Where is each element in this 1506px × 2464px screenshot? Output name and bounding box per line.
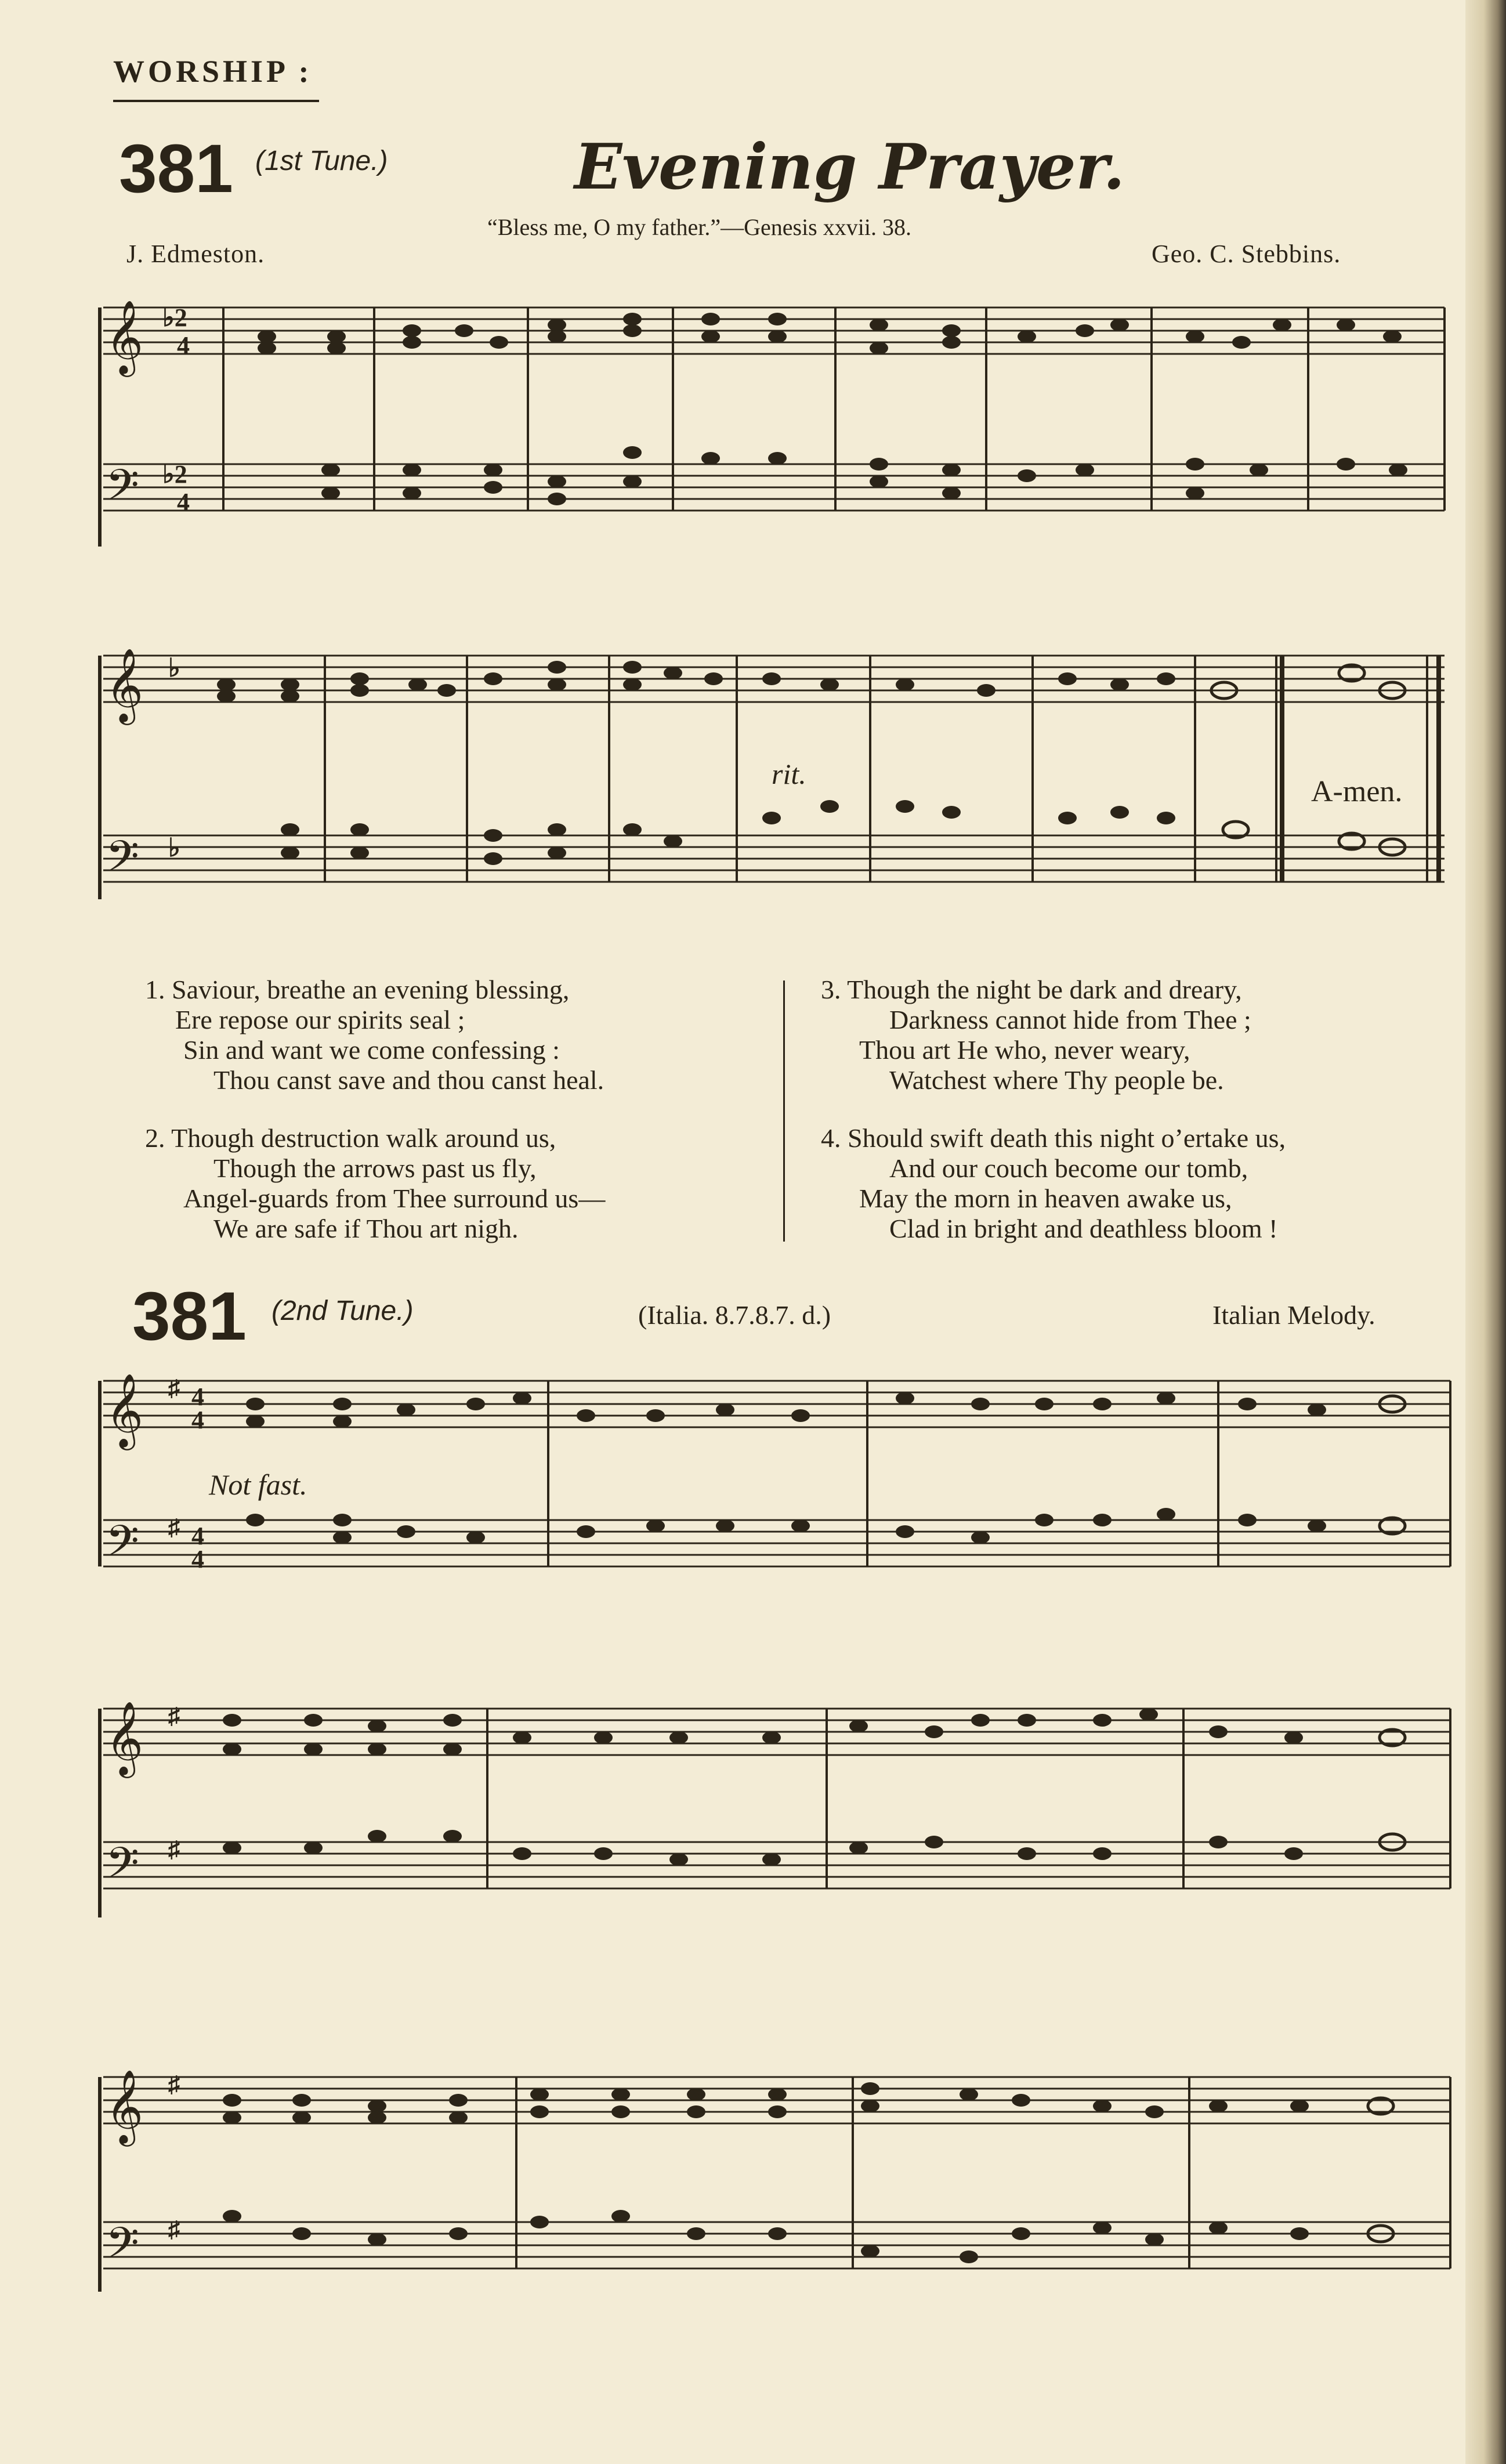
- section-heading: WORSHIP :: [113, 54, 313, 89]
- svg-text:♭: ♭: [168, 654, 180, 682]
- svg-text:𝄞: 𝄞: [106, 647, 144, 722]
- epigraph: “Bless me, O my father.”—Genesis xxvii. 38.: [487, 214, 911, 240]
- verse-3: [821, 975, 1286, 1095]
- svg-text:𝄞: 𝄞: [106, 2069, 144, 2143]
- svg-text:♯: ♯: [168, 1375, 180, 1401]
- verse-line: Angel-guards from Thee surround us—: [183, 1184, 606, 1213]
- verse-line: Though the arrows past us fly,: [213, 1153, 537, 1183]
- verses-right-column: [821, 975, 1286, 1244]
- verse-line: Watchest where Thy people be.: [889, 1065, 1224, 1095]
- music-system-4: [0, 1697, 1485, 1975]
- hymn-number-first: 381: [119, 131, 233, 207]
- svg-text:4: 4: [177, 488, 190, 516]
- music-system-3: [0, 1369, 1485, 1659]
- tune-label-second: (2nd Tune.): [271, 1296, 414, 1326]
- verse-line: Darkness cannot hide from Thee ;: [889, 1005, 1251, 1034]
- svg-text:𝄢: 𝄢: [106, 1516, 139, 1577]
- verse-line: We are safe if Thou art nigh.: [213, 1214, 519, 1243]
- svg-text:♯: ♯: [168, 2071, 180, 2097]
- svg-text:𝄢: 𝄢: [106, 2218, 139, 2279]
- verse-line: 3. Though the night be dark and dreary,: [821, 975, 1242, 1004]
- tune-meter: (Italia. 8.7.8.7. d.): [638, 1300, 831, 1330]
- hymn-title: Evening Prayer.: [574, 131, 1125, 204]
- verse-column-divider: [783, 980, 785, 1242]
- verse-line: Thou canst save and thou canst heal.: [213, 1065, 604, 1095]
- amen-text: A-men.: [1311, 775, 1403, 808]
- verse-line: Sin and want we come confessing :: [183, 1035, 560, 1065]
- music-system-5: [0, 2065, 1485, 2338]
- words-credit: J. Edmeston.: [126, 240, 265, 268]
- svg-text:♯: ♯: [168, 1703, 180, 1729]
- verse-line: 1. Saviour, breathe an evening blessing,: [145, 975, 570, 1004]
- music-system-2: [0, 644, 1485, 946]
- svg-text:♯: ♯: [168, 1514, 180, 1540]
- music-system-1: [0, 296, 1485, 586]
- svg-text:𝄢: 𝄢: [106, 831, 139, 892]
- verse-line: Clad in bright and deathless bloom !: [889, 1214, 1278, 1243]
- hymn-number-second: 381: [132, 1278, 247, 1355]
- verse-2: [145, 1123, 605, 1244]
- svg-text:4: 4: [191, 1545, 204, 1573]
- verses-left-column: [145, 975, 605, 1244]
- verse-1: [145, 975, 605, 1095]
- tempo-direction: Not fast.: [209, 1468, 307, 1501]
- verse-4: [821, 1123, 1286, 1244]
- svg-text:𝄞: 𝄞: [106, 1373, 144, 1447]
- tune-source: Italian Melody.: [1212, 1300, 1375, 1330]
- music-credit: Geo. C. Stebbins.: [1152, 240, 1341, 268]
- svg-text:𝄞: 𝄞: [106, 1700, 144, 1775]
- svg-text:4: 4: [177, 331, 190, 360]
- svg-text:♭2: ♭2: [162, 303, 187, 332]
- verse-line: Thou art He who, never weary,: [859, 1035, 1190, 1065]
- svg-text:𝄞: 𝄞: [106, 299, 144, 374]
- svg-text:♭: ♭: [168, 834, 180, 862]
- svg-text:♯: ♯: [168, 1836, 180, 1862]
- rit-direction: rit.: [772, 758, 806, 790]
- verse-line: Ere repose our spirits seal ;: [175, 1005, 465, 1034]
- svg-text:4: 4: [191, 1522, 204, 1550]
- verse-line: 2. Though destruction walk around us,: [145, 1123, 556, 1153]
- svg-text:𝄢: 𝄢: [106, 460, 139, 521]
- tune-label-first: (1st Tune.): [255, 146, 388, 176]
- svg-text:♯: ♯: [168, 2216, 180, 2242]
- verse-line: And our couch become our tomb,: [889, 1153, 1248, 1183]
- svg-text:𝄢: 𝄢: [106, 1838, 139, 1899]
- verse-line: 4. Should swift death this night o’ertake us,: [821, 1123, 1286, 1153]
- svg-text:4: 4: [191, 1383, 204, 1411]
- heading-rule: [113, 100, 319, 102]
- svg-text:4: 4: [191, 1406, 204, 1434]
- svg-text:♭2: ♭2: [162, 460, 187, 489]
- verse-line: May the morn in heaven awake us,: [859, 1184, 1232, 1213]
